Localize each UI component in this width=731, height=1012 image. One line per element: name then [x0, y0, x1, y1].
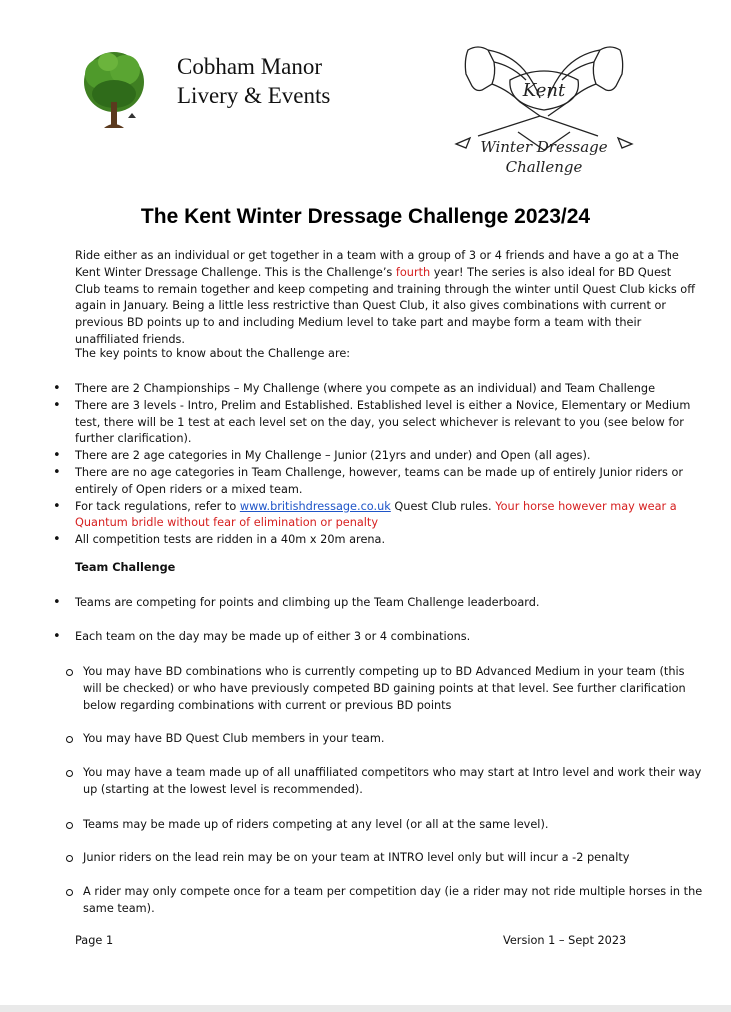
bullet-text: There are 2 Championships – My Challenge (where you compete as an individual) and Team Challenge: [75, 382, 656, 395]
circle-bullet-icon: [66, 736, 73, 743]
bullet-icon: •: [53, 595, 61, 610]
sub-bullet-text: Teams may be made up of riders competing at any level (or all at the same level).: [83, 818, 549, 831]
british-dressage-link[interactable]: www.britishdressage.co.uk: [239, 499, 391, 513]
sub-bullet-text: Junior riders on the lead rein may be on your team at INTRO level only but will incur a -2 penalty: [83, 851, 630, 864]
sub-bullet-text: You may have BD combinations who is currently competing up to BD Advanced Medium in your team (this will be checked) or who have previously competed BD gaining points at that level. See further clarification below regarding combinations with current or previous BD points: [83, 665, 686, 712]
list-item: [53, 381, 695, 398]
bullet-text: All competition tests are ridden in a 40m x 20m arena.: [75, 533, 386, 547]
bullet-icon: •: [53, 532, 61, 548]
list-item: [83, 731, 703, 748]
list-item: [53, 595, 695, 612]
bullet-icon: •: [53, 629, 61, 644]
bullet-text: Teams are competing for points and climbing up the Team Challenge leaderboard.: [75, 596, 540, 609]
list-item: [83, 664, 703, 714]
winter-dressage-challenge-logo: [448, 40, 640, 184]
bullet-text: There are 3 levels - Intro, Prelim and Established. Established level is either a Novice, Elementary or Medium test, there will be 1 test at each level set on the day, you select whichever is relevant to you (see below for further clarification).: [75, 398, 691, 446]
svg-text:Winter Dressage: Winter Dressage: [480, 138, 608, 156]
bullet-icon: •: [53, 448, 61, 464]
intro-part1: Ride either as an individual or get together in a team with a group of 3 or 4 friends and have a go at a The Kent Winter Dressage Challenge. This is the Challenge’s: [75, 249, 679, 279]
organisation-name: [177, 52, 330, 110]
list-item: [53, 629, 695, 646]
list-item: [83, 817, 703, 834]
key-points-intro: The key points to know about the Challenge are:: [75, 347, 351, 360]
circle-bullet-icon: [66, 822, 73, 829]
key-points-list: [53, 381, 695, 549]
intro-paragraph: [75, 248, 695, 349]
org-name-line2: Livery & Events: [177, 83, 331, 108]
intro-part2: year! The series is also ideal for BD Quest Club teams to remain together and keep competing and training through the winter until Quest Club kicks off again in January. Being a little less restrictive than Quest Club, it also gives combinations with current or previous BD points up to and including Medium level to take part and maybe form a team with their unaffiliated friends.: [75, 265, 695, 346]
list-item: [53, 397, 695, 448]
list-item: [83, 850, 703, 867]
svg-text:Kent: Kent: [522, 80, 566, 101]
org-name-line1: Cobham Manor: [177, 54, 323, 79]
version-label: Version 1 – Sept 2023: [503, 934, 627, 947]
bullet-icon: •: [53, 381, 61, 396]
quantum-bridle-note: Your horse however may wear a Quantum bridle without fear of elimination or penalty: [75, 499, 677, 530]
circle-bullet-icon: [66, 770, 73, 777]
intro-highlight: fourth: [395, 265, 431, 279]
list-item: [53, 498, 695, 533]
tack-text-after: Quest Club rules.: [390, 499, 496, 513]
list-item: [83, 765, 703, 799]
circle-bullet-icon: [66, 669, 73, 676]
tack-text: For tack regulations, refer to: [75, 499, 240, 513]
document-title: The Kent Winter Dressage Challenge 2023/24: [140, 205, 591, 228]
sub-bullet-text: You may have BD Quest Club members in your team.: [83, 732, 385, 745]
bullet-text: Each team on the day may be made up of either 3 or 4 combinations.: [75, 630, 471, 643]
bullet-icon: •: [53, 397, 61, 413]
svg-text:Challenge: Challenge: [505, 158, 583, 176]
bullet-text: There are 2 age categories in My Challenge – Junior (21yrs and under) and Open (all ages).: [75, 449, 591, 463]
bullet-icon: •: [53, 464, 61, 480]
page-number: Page 1: [75, 934, 114, 947]
bullet-icon: •: [53, 498, 61, 514]
tree-logo-icon: [78, 48, 150, 132]
sub-bullet-text: You may have a team made up of all unaffiliated competitors who may start at Intro level and work their way up (starting at the lowest level is recommended).: [83, 766, 702, 796]
list-item: [53, 464, 695, 499]
bullet-text: There are no age categories in Team Challenge, however, teams can be made up of entirely Junior riders or entirely of Open riders or a mixed team.: [75, 465, 684, 496]
sub-bullet-text: A rider may only compete once for a team per competition day (ie a rider may not ride multiple horses in the same team).: [83, 885, 703, 915]
list-item: [53, 448, 695, 465]
list-item: [83, 884, 703, 918]
circle-bullet-icon: [66, 855, 73, 862]
circle-bullet-icon: [66, 889, 73, 896]
list-item: [53, 532, 695, 549]
team-challenge-heading: Team Challenge: [75, 561, 176, 574]
